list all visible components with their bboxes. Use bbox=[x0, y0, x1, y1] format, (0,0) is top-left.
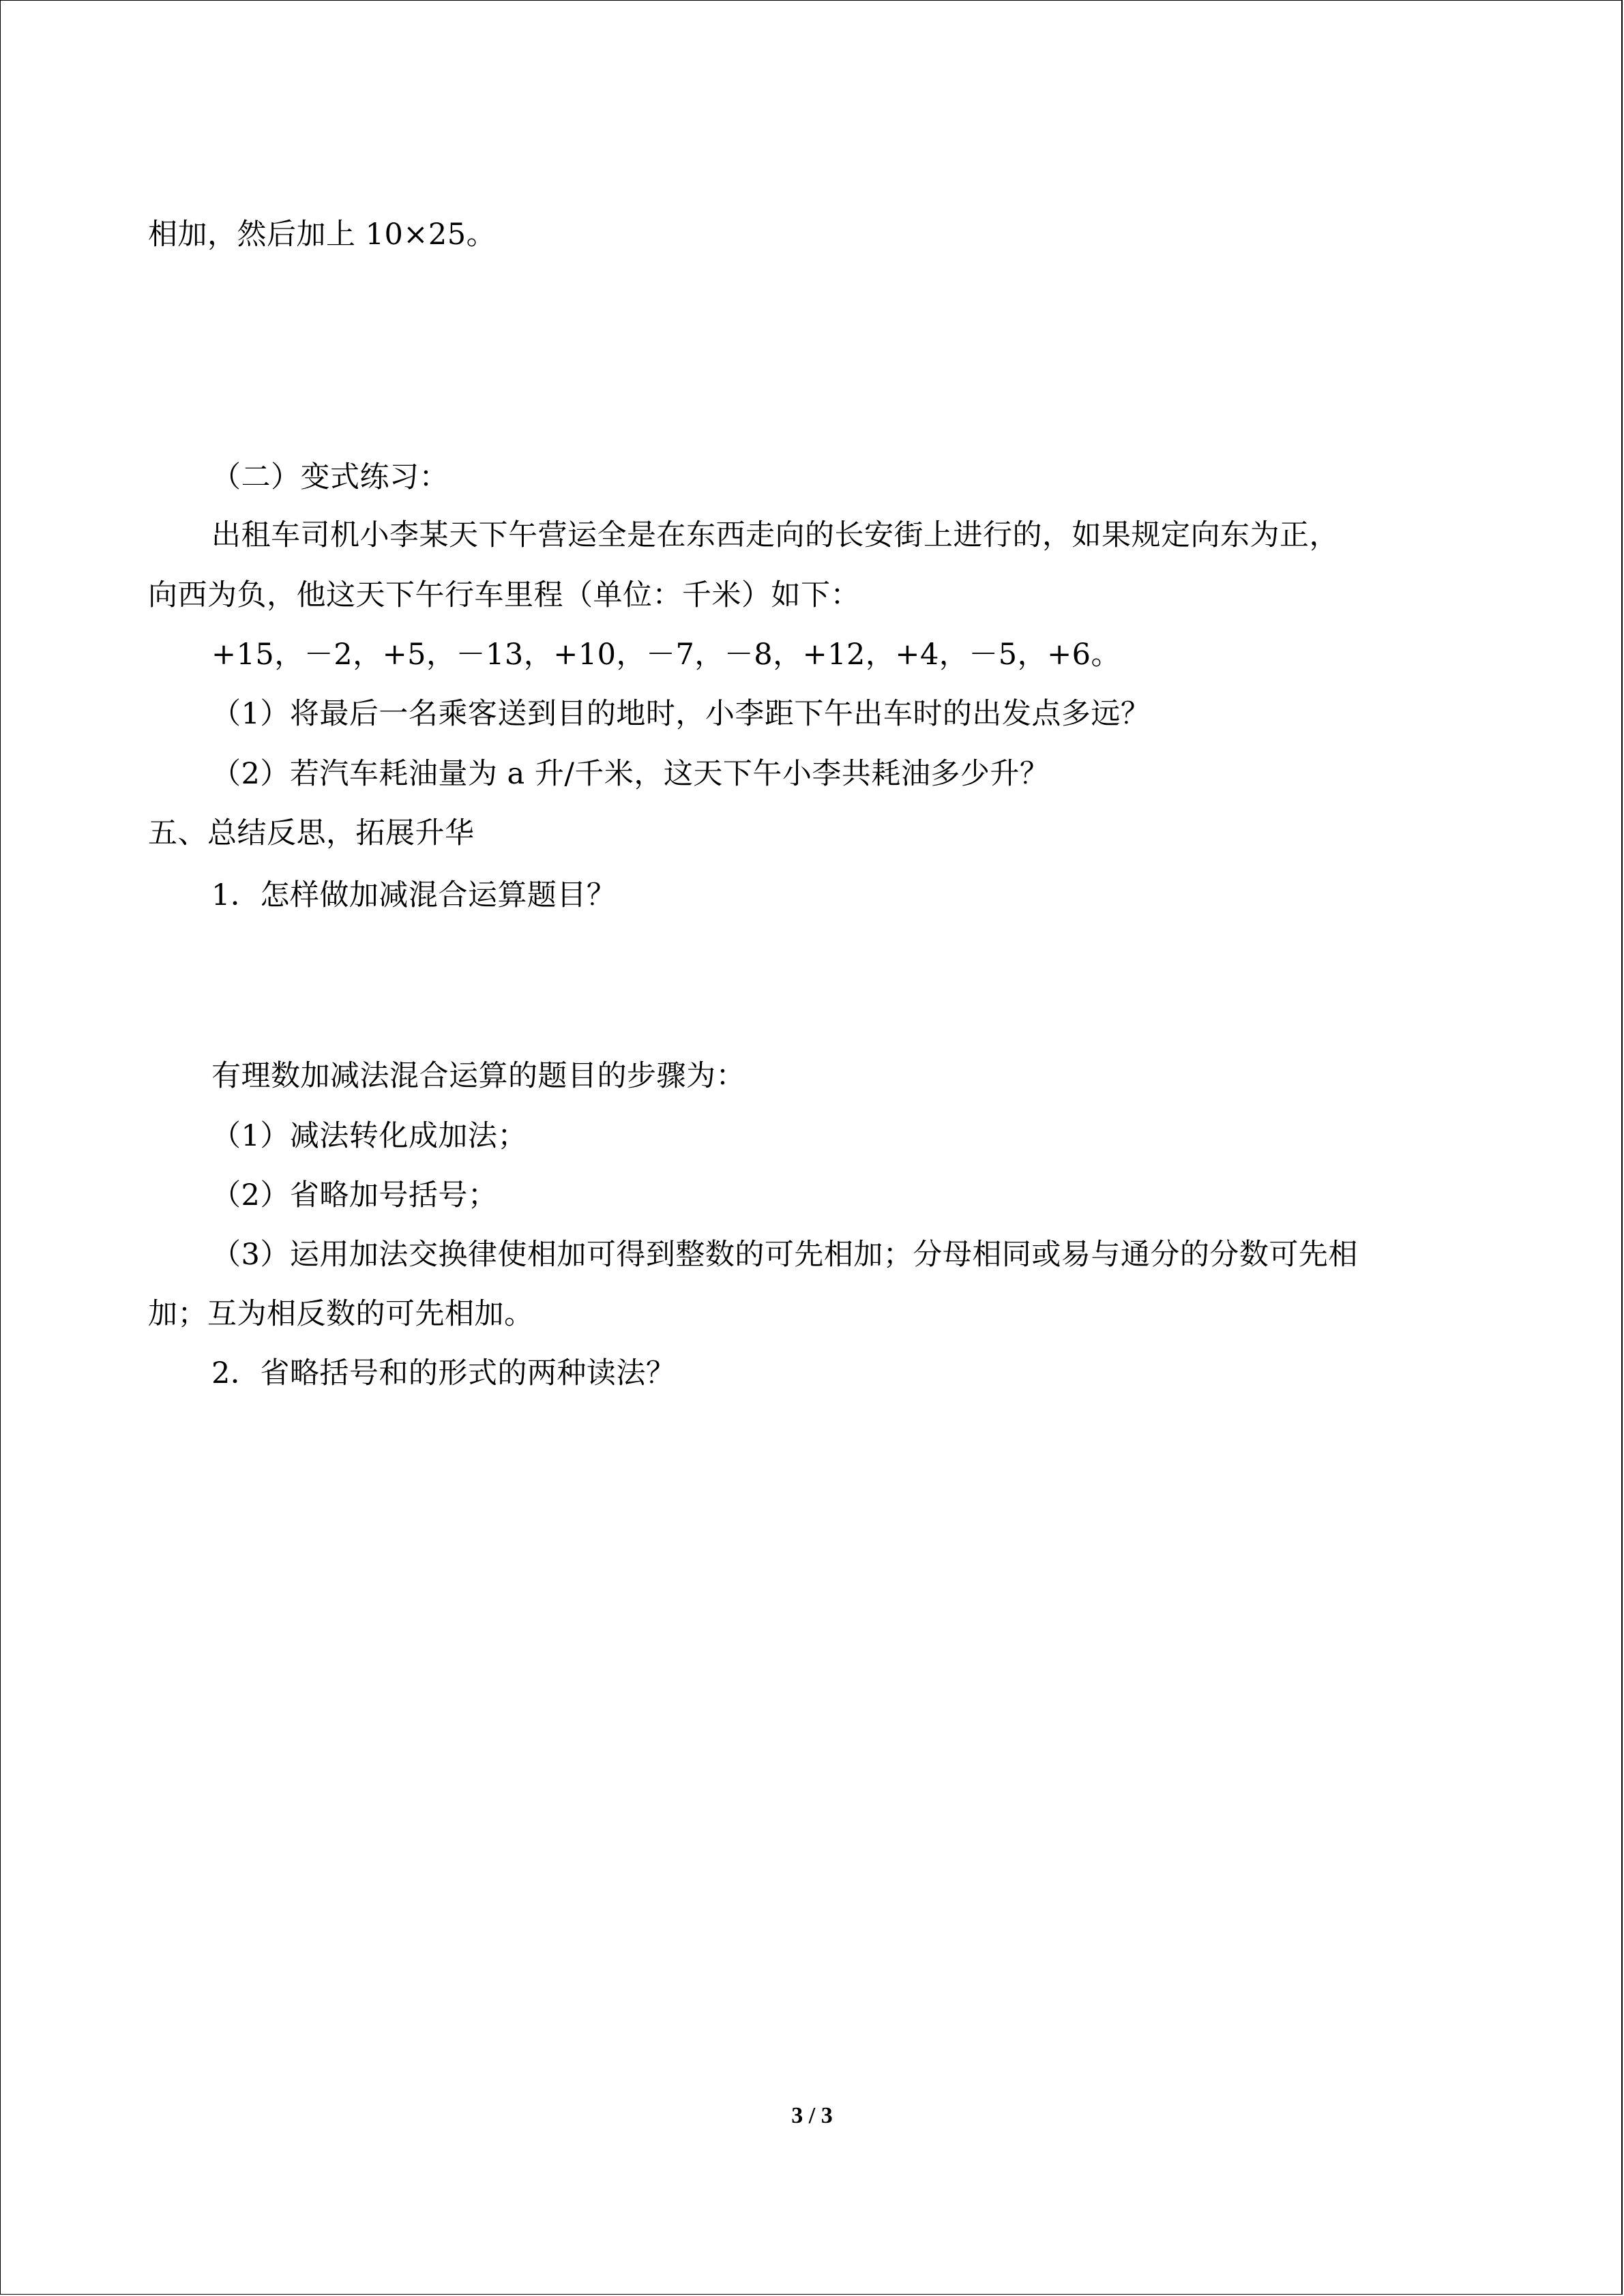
step-1: （1）减法转化成加法； bbox=[211, 1119, 527, 1153]
steps-intro: 有理数加减法混合运算的题目的步骤为： bbox=[211, 1059, 745, 1093]
step-3-line-2: 加；互为相反数的可先相加。 bbox=[148, 1297, 534, 1331]
question-1: （1）将最后一名乘客送到目的地时，小李距下午出车时的出发点多远？ bbox=[211, 697, 1151, 731]
mileage-list: +15，－2，+5，－13，+10，－7，－8，+12，+4，－5，+6。 bbox=[211, 638, 1121, 672]
section-5-heading: 五、总结反思，拓展升华 bbox=[148, 816, 475, 850]
problem-line-2: 向西为负，他这天下午行车里程（单位：千米）如下： bbox=[148, 578, 860, 612]
continuation-line: 相加，然后加上 10×25。 bbox=[148, 218, 497, 252]
step-2: （2）省略加号括号； bbox=[211, 1178, 498, 1212]
section-5-question-1: 1．怎样做加减混合运算题目？ bbox=[211, 878, 617, 912]
variant-heading: （二）变式练习： bbox=[211, 460, 449, 494]
section-5-question-2: 2．省略括号和的形式的两种读法？ bbox=[211, 1356, 676, 1390]
problem-line-1: 出租车司机小李某天下午营运全是在东西走向的长安街上进行的，如果规定向东为正， bbox=[211, 518, 1339, 552]
page-number: 3 / 3 bbox=[791, 2103, 833, 2128]
step-3-line-1: （3）运用加法交换律使相加可得到整数的可先相加；分母相同或易与通分的分数可先相 bbox=[211, 1238, 1358, 1272]
question-2: （2）若汽车耗油量为 a 升/千米，这天下午小李共耗油多少升？ bbox=[211, 757, 1050, 791]
